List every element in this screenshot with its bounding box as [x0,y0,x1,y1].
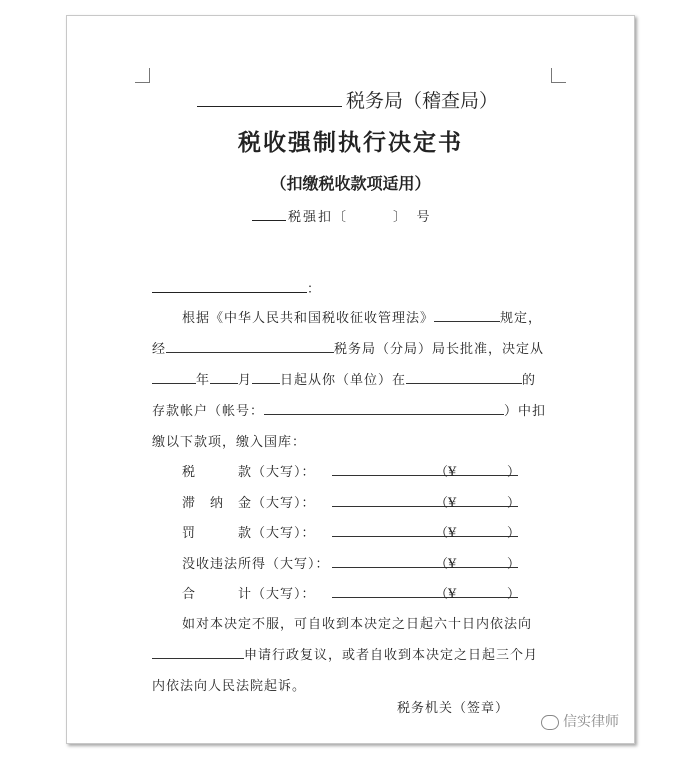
amount-blank [332,522,520,541]
amount-blank [332,583,520,602]
item-label: 合 计（大写）： [182,587,316,602]
bureau-line [197,86,498,113]
line1-text-b: 规定， [500,311,543,326]
paragraph-line-4 [152,400,546,419]
item-fine [182,522,518,541]
yen-open: （¥ [435,587,457,602]
seal-label: 税务机关（签章） [397,701,510,716]
paren-close: ） [506,496,520,511]
account-number-blank [264,401,504,415]
day-text: 日起从你（单位）在 [280,373,407,388]
addressee-line [152,278,321,297]
document-page [66,15,635,744]
item-total [182,583,518,602]
paragraph-line-5: 缴以下款项，缴入国库： [152,435,307,450]
item-label: 税 款（大写）： [182,465,316,480]
paren-close: ） [506,557,520,572]
law-article-blank [434,308,500,322]
appeal-line-3: 内依法向人民法院起诉。 [152,679,307,694]
bank-name-blank [406,370,522,384]
item-confiscation [182,553,518,572]
day-blank [252,370,280,384]
line4-text-b: ）中扣 [504,404,547,419]
bureau-name-blank [197,90,342,107]
document-number [252,206,432,225]
month-blank [210,370,238,384]
appeal-line-1: 如对本决定不服，可自收到本决定之日起六十日内依法向 [182,617,533,632]
paragraph-line-3 [152,369,536,388]
appeal-line-2-text: 申请行政复议，或者自收到本决定之日起三个月 [244,648,539,663]
year-blank [152,370,196,384]
line1-text-a: 根据《中华人民共和国税收征收管理法》 [182,311,435,326]
line2-text-a: 经 [152,342,167,357]
bureau-suffix: 税务局（稽查局） [346,90,499,112]
paragraph-line-2 [152,338,544,357]
yen-open: （¥ [435,496,457,511]
paren-close: ） [506,587,520,602]
item-late-fee [182,492,518,511]
yen-open: （¥ [435,557,457,572]
appeal-line-2 [152,644,538,663]
paren-close: ） [506,465,520,480]
item-tax [182,461,518,480]
addressee-colon: ： [307,282,322,297]
line4-text-a: 存款帐户（帐号： [152,404,265,419]
year-label: 年 [196,373,211,388]
paragraph-line-1 [182,307,542,326]
paren-close: ） [506,526,520,541]
amount-blank [332,553,520,572]
line3-end: 的 [522,373,537,388]
document-subtitle: （扣缴税收款项适用） [270,174,431,193]
addressee-blank [152,278,307,293]
watermark-text: 信实律师 [563,714,619,730]
month-label: 月 [238,373,253,388]
crop-mark-top-left [135,68,150,83]
line2-text-b: 税务局（分局）局长批准，决定从 [334,342,545,357]
crop-mark-top-right [551,68,566,83]
item-label: 没收违法所得（大写）： [182,557,330,572]
watermark [541,711,619,731]
amount-blank [332,492,520,511]
approval-bureau-blank [166,339,334,353]
amount-blank [332,461,520,480]
item-label: 滞 纳 金（大写）： [182,496,316,511]
review-authority-blank [152,645,244,659]
document-title: 税收强制执行决定书 [238,129,463,156]
number-prefix-blank [252,208,286,221]
yen-open: （¥ [435,465,457,480]
number-text: 税强扣〔 〕 号 [288,210,432,225]
wechat-icon [541,715,559,730]
yen-open: （¥ [435,526,457,541]
item-label: 罚 款（大写）： [182,526,316,541]
